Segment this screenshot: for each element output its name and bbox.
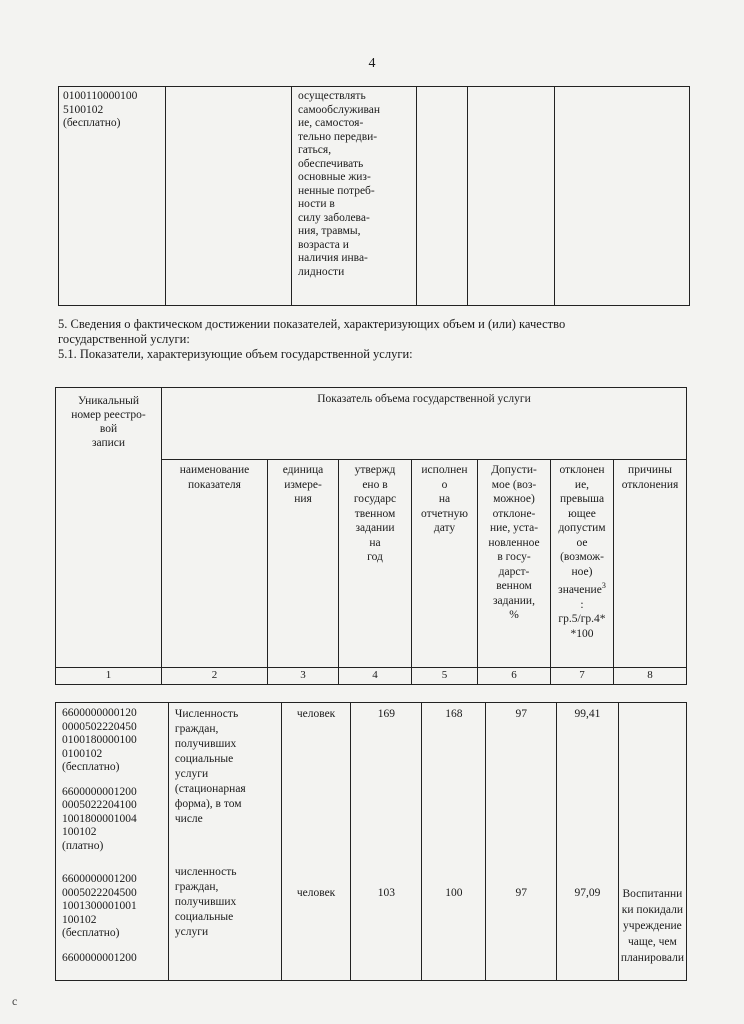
t1-desc-line: самообслуживан — [298, 103, 381, 116]
deviation-value: 97,09 — [574, 887, 601, 899]
header-line: новленное — [488, 536, 540, 549]
executed-cell — [422, 703, 486, 981]
header-line: % — [509, 609, 519, 622]
header-line: утвержд — [354, 464, 396, 477]
reason-line: планировали — [620, 952, 684, 964]
header-deviation-reasons — [614, 460, 687, 667]
t1-desc-line: осуществлять — [298, 90, 366, 102]
code-line: 1001300001001 — [62, 900, 137, 912]
section5-line: 5. Сведения о фактическом достижении показателей, характеризующих объем и (или) качество — [58, 317, 566, 331]
volume-table-body — [55, 702, 687, 981]
header-line: ое — [576, 536, 588, 549]
executed-value: 100 — [445, 887, 463, 899]
column-number: 8 — [614, 667, 687, 684]
header-line: допустим — [558, 522, 606, 535]
name-line: получивших — [174, 896, 237, 908]
header-line: ено в — [362, 478, 388, 491]
reasons-cell — [618, 703, 686, 981]
header-line: государс — [353, 493, 397, 506]
t1-code-cell — [59, 87, 166, 306]
name-line: (стационарная — [174, 783, 246, 795]
allowed-value: 97 — [515, 887, 528, 899]
header-line: дарст- — [498, 565, 530, 578]
code-line: 100102 — [62, 913, 97, 926]
header-unique-number — [56, 388, 162, 668]
header-indicator-name — [162, 460, 268, 667]
name-line: социальные — [174, 753, 234, 765]
code-line: 0000502220450 — [62, 720, 137, 733]
unit-cell — [281, 703, 351, 981]
deviation-value: 99,41 — [574, 708, 601, 720]
header-line: Допусти- — [491, 464, 537, 477]
name-line: получивших — [174, 738, 237, 750]
t1-code-line: 5100102 — [63, 103, 104, 116]
name-line: граждан, — [174, 881, 219, 893]
name-line: услуги — [174, 926, 209, 938]
t1-desc-line: возраста и — [298, 238, 349, 251]
code-line: 6600000000120 — [62, 707, 137, 719]
header-line: причины — [628, 464, 672, 477]
header-exceeding-deviation — [551, 460, 614, 667]
t1-desc-line: тельно передви- — [298, 130, 378, 143]
header-line: отклонения — [621, 478, 679, 491]
header-line: номер реестро- — [71, 409, 146, 421]
column-number: 3 — [268, 667, 339, 684]
margin-mark: c — [12, 994, 18, 1008]
allowed-value: 97 — [515, 708, 528, 720]
name-line: социальные — [174, 911, 234, 923]
code-line: 0100180000100 — [62, 734, 137, 746]
t1-desc-line: наличия инва- — [298, 252, 368, 264]
name-line: численность — [174, 866, 237, 878]
executed-value: 168 — [445, 708, 463, 720]
page-number: 4 — [368, 56, 376, 71]
section5-line: 5.1. Показатели, характеризующие объем государственной услуги: — [58, 347, 413, 361]
header-line: на — [369, 536, 381, 549]
allowed-deviation-cell — [486, 703, 557, 981]
header-line: ния — [294, 493, 312, 506]
header-line: задании — [355, 522, 395, 535]
indicator-name — [175, 865, 275, 940]
code-line: 0005022204500 — [62, 886, 137, 899]
header-line: Уникальный — [77, 395, 140, 407]
row-spacer — [488, 722, 554, 886]
t1-empty-cell — [166, 87, 292, 306]
t1-empty-cell — [417, 87, 468, 306]
header-line: измере- — [284, 478, 322, 491]
row-spacer — [621, 707, 684, 886]
unit-value: человек — [296, 887, 336, 899]
header-line: записи — [91, 437, 126, 449]
header-line: год — [367, 551, 383, 564]
column-numbers-row — [56, 667, 687, 684]
header-line: можное) — [493, 493, 535, 506]
approved-cell — [351, 703, 422, 981]
header-line: исполнен — [421, 464, 468, 477]
code-line: (бесплатно) — [62, 761, 120, 773]
registry-codes-cell — [56, 703, 169, 981]
header-line: в госу- — [497, 551, 531, 564]
t1-desc-line: силу заболева- — [298, 211, 370, 224]
registry-code — [62, 707, 162, 775]
header-line: ющее — [568, 507, 596, 520]
name-line: услуги — [174, 768, 209, 780]
section5-text — [58, 317, 698, 362]
code-line: 6600000001200 — [62, 785, 137, 798]
header-line — [553, 579, 611, 597]
deviation-cell — [557, 703, 619, 981]
volume-table-header — [55, 387, 687, 685]
t1-desc-line: ненные потреб- — [298, 184, 375, 197]
reason-line: чаще, чем — [628, 936, 677, 948]
row-spacer — [559, 722, 616, 886]
t1-desc-line: основные жиз- — [298, 171, 371, 183]
code-line: (платно) — [62, 839, 104, 852]
t1-code-line: 0100110000100 — [63, 90, 138, 102]
code-line: 1001800001004 — [62, 812, 137, 825]
header-line: ное) — [571, 565, 593, 578]
t1-empty-cell — [468, 87, 555, 306]
reason-line: учреждение — [623, 920, 682, 932]
header-line: отклонен — [559, 464, 605, 477]
header-line: гр.5/гр.4* — [558, 613, 606, 626]
t1-empty-cell — [555, 87, 690, 306]
code-line: (бесплатно) — [62, 927, 120, 939]
t1-desc-line: лидности — [298, 265, 345, 278]
approved-value: 103 — [377, 887, 396, 899]
header-line: твенном — [354, 507, 396, 520]
table-continuation — [58, 86, 690, 306]
footnote-mark: 3 — [601, 581, 606, 591]
column-number: 7 — [551, 667, 614, 684]
code-line: 6600000001200 — [62, 873, 137, 885]
registry-code — [62, 873, 162, 941]
code-line: 100102 — [62, 826, 97, 838]
header-allowed-deviation — [478, 460, 551, 667]
row-spacer — [424, 722, 483, 886]
header-line: (возмож- — [560, 551, 604, 564]
row-spacer — [284, 722, 349, 886]
code-line: 0005022204100 — [62, 799, 137, 811]
code-line: 6600000001200 — [62, 951, 137, 964]
approved-value: 169 — [377, 708, 396, 720]
indicator-names-cell — [168, 703, 281, 981]
header-line: отчетную — [420, 507, 469, 520]
header-line: показателя — [188, 478, 241, 491]
header-line: Показатель объема государственной услуги — [317, 393, 531, 405]
t1-desc-line: ния, травмы, — [298, 225, 361, 237]
header-executed — [412, 460, 478, 667]
column-number: 1 — [56, 667, 162, 684]
header-line: наименование — [179, 464, 250, 477]
reason-line: ки покидали — [621, 904, 684, 916]
code-line: 0100102 — [62, 747, 103, 760]
reason-line: Воспитанни — [622, 888, 683, 900]
header-volume-indicator — [162, 388, 687, 460]
row-spacer — [353, 722, 419, 886]
section5-line: государственной услуги: — [58, 332, 190, 346]
t1-desc-line: ие, самостоя- — [298, 117, 364, 129]
column-number: 2 — [162, 667, 268, 684]
header-unit — [268, 460, 339, 667]
header-line: *100 — [570, 627, 594, 640]
registry-code — [62, 952, 162, 966]
header-line: : — [580, 598, 584, 611]
header-line: венном — [496, 580, 532, 593]
header-line: о — [441, 478, 448, 491]
t1-desc-line: ности в — [298, 198, 335, 210]
header-line: мое (воз- — [491, 478, 537, 491]
registry-code — [62, 786, 162, 854]
name-line: граждан, — [174, 723, 219, 735]
name-line: числе — [174, 813, 203, 825]
t1-code-line: (бесплатно) — [63, 117, 121, 129]
header-line: отклоне- — [492, 507, 536, 520]
header-line: ие, — [574, 478, 590, 491]
header-approved — [339, 460, 412, 667]
t1-desc-line: гаться, — [298, 144, 332, 156]
column-number: 5 — [412, 667, 478, 684]
name-line: Численность — [174, 708, 239, 720]
header-line: вой — [99, 423, 118, 435]
column-number: 4 — [339, 667, 412, 684]
t1-desc-line: обеспечивать — [298, 157, 364, 170]
header-line: ние, уста- — [489, 522, 539, 535]
header-line: на — [438, 493, 451, 506]
header-line: задании, — [493, 594, 535, 607]
header-line: дату — [433, 522, 456, 535]
column-number: 6 — [478, 667, 551, 684]
header-line: превыша — [559, 493, 605, 506]
header-text: значение — [558, 584, 602, 597]
header-line: единица — [282, 464, 324, 477]
t1-desc-cell — [292, 87, 417, 306]
indicator-name — [175, 707, 275, 827]
unit-value: человек — [296, 708, 336, 720]
name-line: форма), в том — [174, 798, 242, 810]
